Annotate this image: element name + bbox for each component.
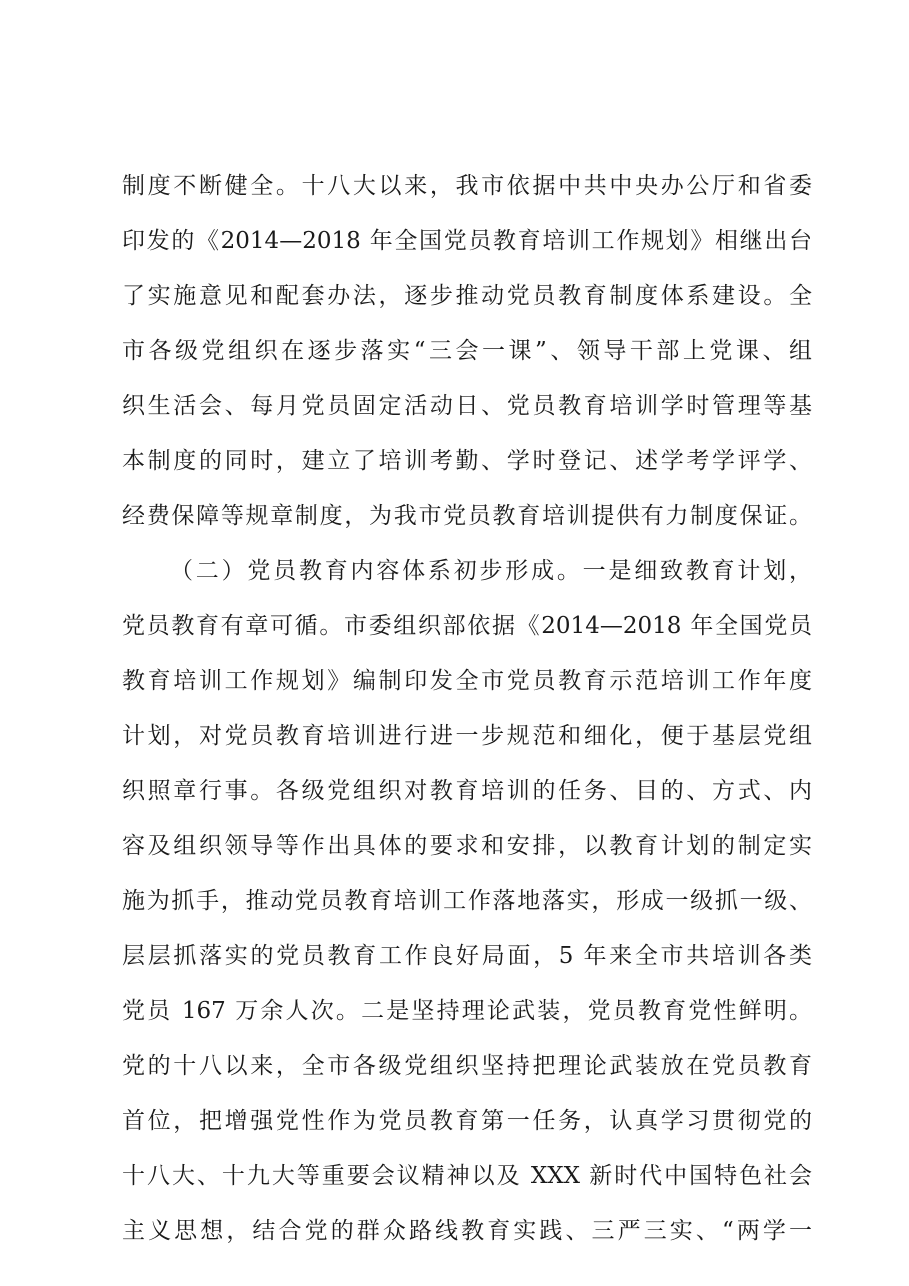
text-line: 党的十八以来，全市各级党组织坚持把理论武装放在党员教育: [122, 1053, 812, 1079]
text-line: 织生活会、每月党员固定活动日、党员教育培训学时管理等基: [122, 393, 812, 419]
text-line: 容及组织领导等作出具体的要求和安排，以教育计划的制定实: [122, 833, 812, 859]
text-line: 了实施意见和配套办法，逐步推动党员教育制度体系建设。全: [122, 283, 812, 309]
text-line: 十八大、十九大等重要会议精神以及 XXX 新时代中国特色社会: [122, 1163, 812, 1189]
text-line: 党员教育有章可循。市委组织部依据《2014—2018 年全国党员: [122, 613, 812, 639]
text-line: 施为抓手，推动党员教育培训工作落地落实，形成一级抓一级、: [122, 888, 812, 914]
text-line: 制度不断健全。十八大以来，我市依据中共中央办公厅和省委: [122, 173, 812, 199]
text-line: 经费保障等规章制度，为我市党员教育培训提供有力制度保证。: [122, 503, 812, 529]
text-line: 织照章行事。各级党组织对教育培训的任务、目的、方式、内: [122, 778, 812, 804]
document-body-text: [122, 159, 812, 1259]
section-heading-line: （二）党员教育内容体系初步形成。一是细致教育计划，: [170, 558, 812, 584]
text-line: 主义思想，结合党的群众路线教育实践、三严三实、“两学一: [122, 1218, 812, 1244]
text-line: 市各级党组织在逐步落实“三会一课”、领导干部上党课、组: [122, 338, 812, 364]
text-line: 印发的《2014—2018 年全国党员教育培训工作规划》相继出台: [122, 228, 812, 254]
text-line: 计划，对党员教育培训进行进一步规范和细化，便于基层党组: [122, 723, 812, 749]
text-line: 层层抓落实的党员教育工作良好局面，5 年来全市共培训各类: [122, 943, 812, 969]
text-line: 教育培训工作规划》编制印发全市党员教育示范培训工作年度: [122, 668, 812, 694]
text-line: 党员 167 万余人次。二是坚持理论武装，党员教育党性鲜明。: [122, 998, 812, 1024]
text-line: 首位，把增强党性作为党员教育第一任务，认真学习贯彻党的: [122, 1108, 812, 1134]
text-line: 本制度的同时，建立了培训考勤、学时登记、述学考学评学、: [122, 448, 812, 474]
